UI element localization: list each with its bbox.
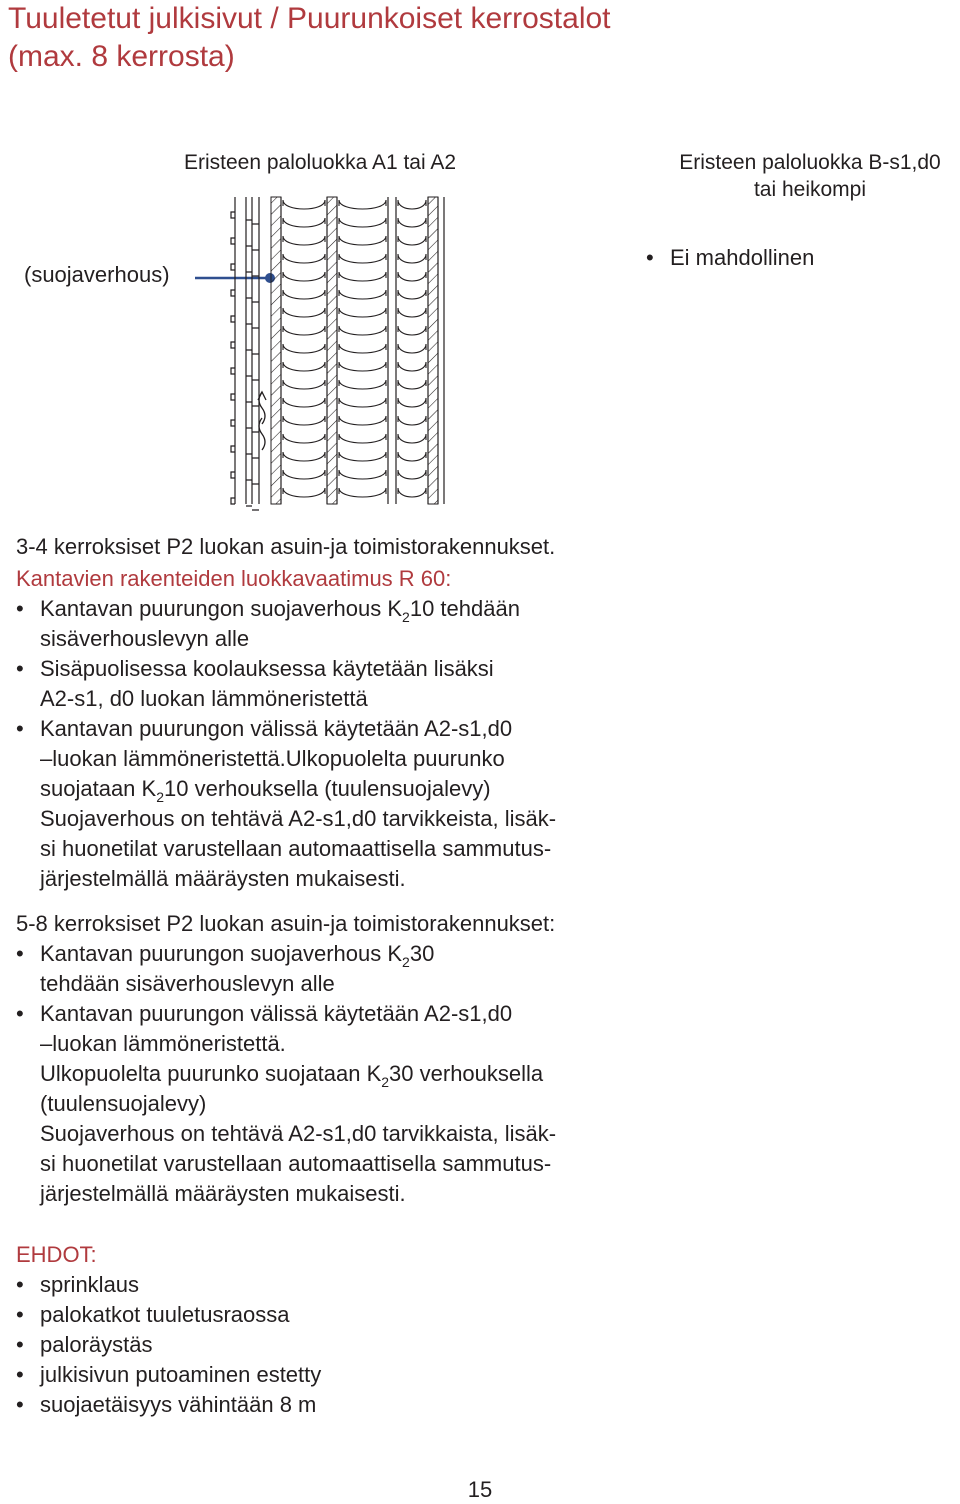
- section-1-intro: 3-4 kerroksiset P2 luokan asuin-ja toimistorakennukset.: [16, 534, 556, 559]
- page-number: 15: [467, 1477, 493, 1502]
- section-1-bullet-2-line-2: A2-s1, d0 luokan lämmöneristettä: [40, 686, 368, 711]
- section-2-bullet-1-line-1: Kantavan puurungon suojaverhous $K_230$: [40, 941, 435, 970]
- bullet-icon: •: [16, 656, 24, 681]
- right-column-heading-line-1: Eristeen paloluokka B-s1,d0: [679, 151, 941, 174]
- right-column-heading-line-2: tai heikompi: [753, 178, 867, 201]
- bullet-icon: •: [16, 596, 24, 621]
- insulation-layer-2: [339, 200, 426, 497]
- section-2-bullet-2-line-6: si huonetilat varustellaan automaattisella sammutus-: [40, 1151, 552, 1176]
- right-column-heading: [630, 149, 960, 203]
- section-2-intro: 5-8 kerroksiset P2 luokan asuin-ja toimistorakennukset:: [16, 911, 556, 936]
- frame-lines: [281, 197, 444, 504]
- section-1-bullet-1-line-2: sisäverhouslevyn alle: [40, 626, 250, 651]
- right-column-item: [646, 244, 814, 272]
- section-2-bullet-2-line-3: Ulkopuolelta puurunko suojataan $K_230$ verhouksella: [40, 1061, 544, 1090]
- suojaverhous-label: (suojaverhous): [24, 262, 170, 287]
- bullet-icon: •: [16, 1332, 24, 1357]
- page-title: [8, 0, 908, 76]
- section-1-bullet-3-line-2: –luokan lämmöneristettä.Ulkopuolelta puurunko: [40, 746, 505, 771]
- bullet-icon: •: [16, 716, 24, 741]
- condition-item: julkisivun putoaminen estetty: [40, 1362, 322, 1387]
- condition-item: paloräystäs: [40, 1332, 153, 1357]
- section-1-bullet-2-line-1: Sisäpuolisessa koolauksessa käytetään lisäksi: [40, 656, 494, 681]
- page-title-line-2: (max. 8 kerrosta): [8, 40, 235, 73]
- section-2-bullet-2-line-2: –luokan lämmöneristettä.: [40, 1031, 286, 1056]
- section-1-heading: Kantavien rakenteiden luokkavaatimus R 60:: [16, 566, 452, 591]
- section-2-bullet-1-line-2: tehdään sisäverhouslevyn alle: [40, 971, 335, 996]
- hatched-layer-left: [271, 197, 281, 504]
- condition-item: sprinklaus: [40, 1272, 140, 1297]
- section-1-bullet-3-line-5: si huonetilat varustellaan automaattisella sammutus-: [40, 836, 552, 861]
- condition-item: suojaetäisyys vähintään 8 m: [40, 1392, 317, 1417]
- left-column-heading-text: Eristeen paloluokka A1 tai A2: [183, 151, 456, 174]
- bullet-icon: •: [16, 941, 24, 966]
- bullet-icon: •: [16, 1001, 24, 1026]
- section-2-bullet-2-line-1: Kantavan puurungon välissä käytetään A2-s1,d0: [40, 1001, 513, 1026]
- section-2-bullet-2-line-7: järjestelmällä määräysten mukaisesti.: [40, 1181, 406, 1206]
- hatched-layer-middle: [327, 197, 337, 504]
- wall-section-diagram: [180, 192, 460, 512]
- right-column-item-text: Ei mahdollinen: [670, 245, 815, 270]
- section-1-bullet-3-line-3: suojataan $K_210$ verhouksella (tuulensuojalevy): [40, 776, 491, 805]
- bullet-icon: •: [16, 1272, 24, 1297]
- section-1-bullet-3-line-1: Kantavan puurungon välissä käytetään A2-s1,d0: [40, 716, 513, 741]
- insulation-layer-1: [283, 200, 325, 497]
- conditions-heading: EHDOT:: [16, 1242, 97, 1267]
- left-column-heading: [120, 149, 520, 176]
- section-1-bullet-3-line-4: Suojaverhous on tehtävä A2-s1,d0 tarvikkeista, lisäk-: [40, 806, 557, 831]
- section-2-bullet-2-line-4: (tuulensuojalevy): [40, 1091, 207, 1116]
- bullet-icon: •: [16, 1362, 24, 1387]
- bullet-icon: •: [16, 1392, 24, 1417]
- section-2-bullet-2-line-5: Suojaverhous on tehtävä A2-s1,d0 tarvikkaista, lisäk-: [40, 1121, 557, 1146]
- bullet-icon: •: [646, 245, 654, 270]
- condition-item: palokatkot tuuletusraossa: [40, 1302, 290, 1327]
- section-1-bullet-3-line-6: järjestelmällä määräysten mukaisesti.: [40, 866, 406, 891]
- hatched-layer-right: [428, 197, 438, 504]
- section-1-bullet-1-line-1: Kantavan puurungon suojaverhous $K_210$ tehdään: [40, 596, 520, 625]
- bullet-icon: •: [16, 1302, 24, 1327]
- page-title-line-1: Tuuletetut julkisivut / Puurunkoiset kerrostalot: [8, 2, 611, 35]
